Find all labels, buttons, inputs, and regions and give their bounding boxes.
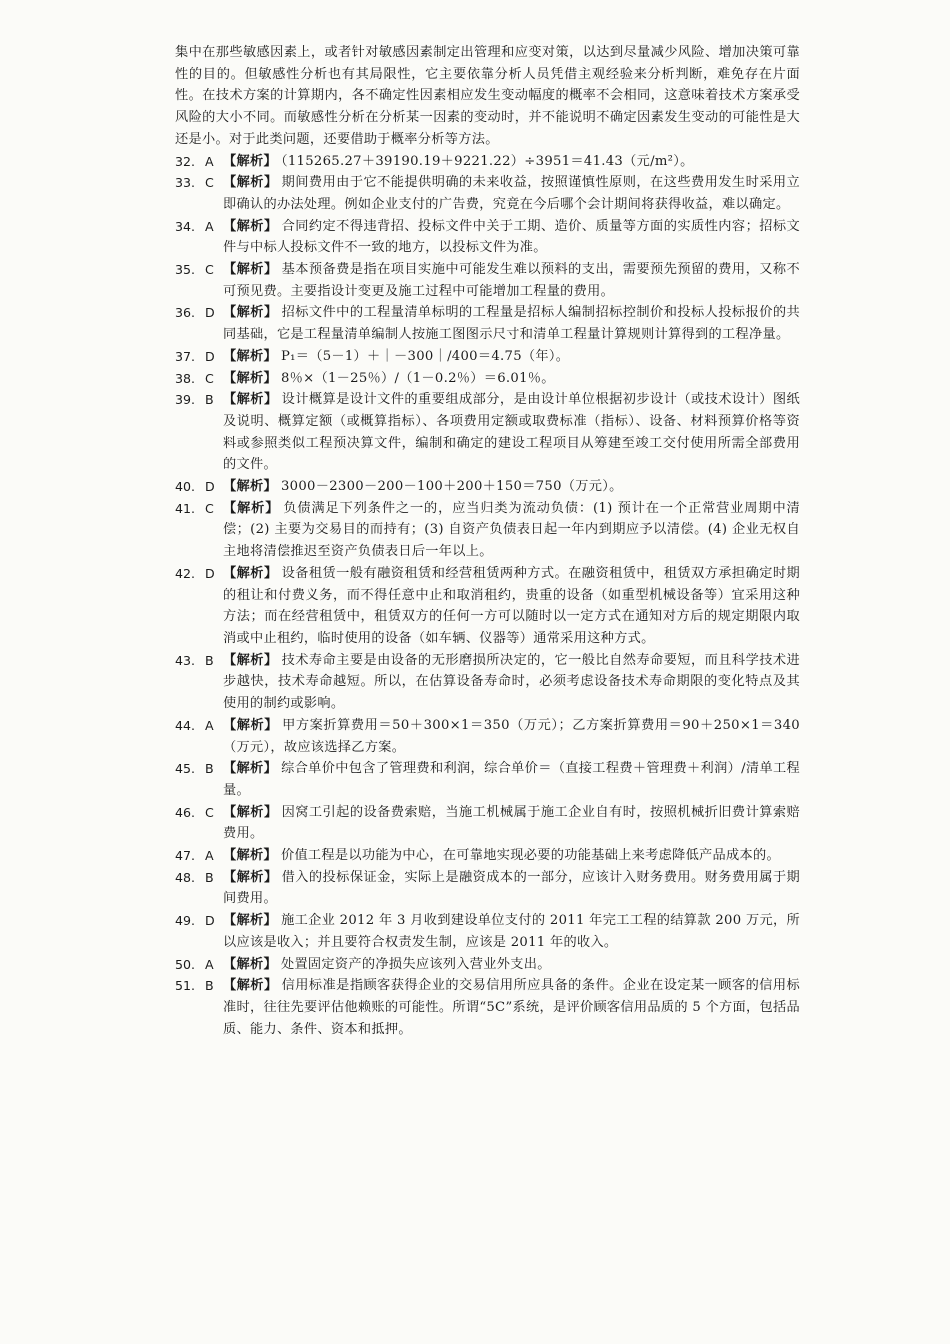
explanation-text: 综合单价中包含了管理费和利润，综合单价＝（直接工程费＋管理费＋利润）/清单工程量。	[223, 761, 801, 798]
analysis-tag: 【解析】	[223, 218, 278, 234]
intro-paragraph: 集中在那些敏感因素上，或者针对敏感因素制定出管理和应变对策，以达到尽量减少风险、增加决策可靠性的目的。但敏感性分析也有其局限性，它主要依靠分析人员凭借主观经验来分析判断，难免存在片面性。在技术方案的计算期内，各不确定性因素相应发生变动幅度的概率不会相同，这意味着技术方案承受风险的大小不同。而敏感性分析在分析某一因素的变动时，并不能说明不确定因素发生变动的可能性是大还是小。对于此类问题，还要借助于概率分析等方法。	[175, 45, 800, 147]
answer-letter: D	[205, 913, 215, 929]
answer-letter: B	[205, 652, 214, 668]
answer-list	[175, 151, 800, 1041]
intro-block	[175, 42, 800, 151]
explanation	[223, 715, 800, 758]
answer-letter: D	[205, 305, 215, 321]
explanation-text: 施工企业 2012 年 3 月收到建设单位支付的 2011 年完工工程的结算款 200 万元，所以应该是收入；并且要符合权责发生制，应该是 2011 年的收入。	[223, 913, 800, 950]
explanation	[223, 802, 800, 845]
answer-item	[175, 975, 800, 1040]
question-number: 43.	[175, 652, 196, 668]
answer-item	[175, 758, 800, 801]
explanation	[223, 910, 800, 953]
answer-letter: B	[205, 761, 214, 777]
answer-item	[175, 368, 800, 390]
question-number: 47.	[175, 848, 196, 864]
answer-letter: A	[205, 848, 214, 864]
analysis-tag: 【解析】	[223, 392, 278, 408]
answer-item	[175, 302, 800, 345]
explanation-text: 合同约定不得违背招、投标文件中关于工期、造价、质量等方面的实质性内容；招标文件与中标人投标文件不一致的地方，以投标文件为准。	[223, 218, 800, 256]
answer-item	[175, 346, 800, 368]
answer-letter: A	[205, 956, 214, 972]
answer-item	[175, 845, 800, 867]
answer-letter: B	[205, 392, 214, 408]
analysis-tag: 【解析】	[223, 479, 277, 495]
answer-item	[175, 172, 800, 215]
answer-letter: C	[205, 500, 214, 516]
answer-item	[175, 563, 800, 650]
analysis-tag: 【解析】	[223, 848, 277, 864]
answer-letter: C	[205, 370, 214, 386]
answer-letter: A	[205, 717, 214, 733]
answer-letter: D	[205, 479, 215, 495]
analysis-tag: 【解析】	[223, 370, 277, 386]
answer-letter: A	[205, 218, 214, 234]
explanation-text: 技术寿命主要是由设备的无形磨损所决定的，它一般比自然寿命要短，而且科学技术进步越快，技术寿命越短。所以，在估算设备寿命时，必须考虑设备技术寿命期限的变化特点及其使用的制约或影响。	[223, 652, 800, 712]
answer-letter: C	[205, 175, 214, 191]
answer-item	[175, 954, 800, 976]
explanation	[223, 389, 800, 476]
question-number: 51.	[175, 978, 196, 994]
answer-letter: D	[205, 348, 215, 364]
question-number: 46.	[175, 804, 196, 820]
analysis-tag: 【解析】	[223, 565, 278, 581]
question-number: 37.	[175, 348, 196, 364]
analysis-tag: 【解析】	[223, 869, 278, 885]
question-number: 41.	[175, 500, 196, 516]
explanation	[223, 302, 800, 345]
explanation	[223, 954, 800, 976]
explanation-text: 8％×（1－25％）/（1－0.2％）＝6.01％。	[280, 370, 555, 386]
answer-letter: D	[205, 565, 215, 581]
explanation-text: 价值工程是以功能为中心，在可靠地实现必要的功能基础上来考虑降低产品成本的。	[280, 848, 780, 864]
analysis-tag: 【解析】	[223, 978, 278, 994]
explanation-text: 负债满足下列条件之一的，应当归类为流动负债：(1) 预计在一个正常营业周期中清偿；(2) 主要为交易目的而持有；(3) 自资产负债表日起一年内到期应予以清偿。(4) 企业无权自主地将清偿推迟至资产负债表日后一年以上。	[223, 500, 801, 560]
explanation	[223, 346, 800, 368]
question-number: 32.	[175, 153, 196, 169]
answer-item	[175, 476, 800, 498]
answer-letter: B	[205, 869, 214, 885]
analysis-tag: 【解析】	[223, 500, 280, 516]
question-number: 42.	[175, 565, 196, 581]
analysis-tag: 【解析】	[223, 348, 277, 364]
answer-item	[175, 715, 800, 758]
explanation	[223, 172, 800, 215]
answer-item	[175, 151, 800, 173]
explanation-text: 期间费用由于它不能提供明确的未来收益，按照谨慎性原则，在这些费用发生时采用立即确认的办法处理。例如企业支付的广告费，究竟在今后哪个会计期间将获得收益，难以确定。	[223, 175, 800, 212]
answer-letter: C	[205, 262, 214, 278]
answer-item	[175, 216, 800, 259]
explanation	[223, 867, 800, 910]
question-number: 35.	[175, 262, 196, 278]
answer-item	[175, 389, 800, 476]
analysis-tag: 【解析】	[223, 153, 277, 169]
answer-letter: C	[205, 804, 214, 820]
explanation-text: 信用标准是指顾客获得企业的交易信用所应具备的条件。企业在设定某一顾客的信用标准时，往往先要评估他赖账的可能性。所谓“5C”系统，是评价顾客信用品质的 5 个方面，包括品质、能力、条件、资本和抵押。	[223, 978, 800, 1037]
explanation	[223, 259, 800, 302]
answer-item	[175, 910, 800, 953]
question-number: 40.	[175, 479, 196, 495]
explanation-text: 处置固定资产的净损失应该列入营业外支出。	[280, 956, 551, 972]
explanation-text: 设计概算是设计文件的重要组成部分，是由设计单位根据初步设计（或技术设计）图纸及说明、概算定额（或概算指标）、各项费用定额或取费标准（指标）、设备、材料预算价格等资料或参照类似工程预决算文件，编制和确定的建设工程项目从筹建至竣工交付使用所需全部费用的文件。	[223, 392, 800, 473]
explanation-text: 设备租赁一般有融资租赁和经营租赁两种方式。在融资租赁中，租赁双方承担确定时期的租让和付费义务，而不得任意中止和取消租约，贵重的设备（如重型机械设备等）宜采用这种方法；而在经营租赁中，租赁双方的任何一方可以随时以一定方式在通知对方后的规定期限内取消或中止租约，临时使用的设备（如车辆、仪器等）通常采用这种方式。	[223, 565, 800, 646]
analysis-tag: 【解析】	[223, 913, 278, 929]
explanation-text: 3000－2300－200－100＋200＋150＝750（万元）。	[280, 479, 623, 495]
explanation	[223, 476, 800, 498]
analysis-tag: 【解析】	[223, 956, 277, 972]
explanation-text: 因窝工引起的设备费索赔，当施工机械属于施工企业自有时，按照机械折旧费计算索赔费用。	[223, 804, 800, 842]
explanation-text: 招标文件中的工程量清单标明的工程量是招标人编制招标控制价和投标人投标报价的共同基础，它是工程量清单编制人按施工图图示尺寸和清单工程量计算规则计算得到的工程净量。	[223, 305, 800, 343]
explanation	[223, 151, 800, 173]
explanation-text: 借入的投标保证金，实际上是融资成本的一部分，应该计入财务费用。财务费用属于期间费用。	[223, 869, 800, 907]
question-number: 33.	[175, 175, 196, 191]
analysis-tag: 【解析】	[223, 804, 278, 820]
explanation	[223, 758, 800, 801]
answer-letter: A	[205, 153, 214, 169]
answer-item	[175, 650, 800, 715]
explanation	[223, 975, 800, 1040]
question-number: 36.	[175, 305, 196, 321]
analysis-tag: 【解析】	[223, 761, 278, 777]
answer-item	[175, 259, 800, 302]
explanation	[223, 216, 800, 259]
answer-item	[175, 867, 800, 910]
analysis-tag: 【解析】	[223, 175, 278, 191]
analysis-tag: 【解析】	[223, 262, 278, 278]
explanation	[223, 498, 800, 563]
answer-item	[175, 802, 800, 845]
analysis-tag: 【解析】	[223, 717, 279, 733]
question-number: 49.	[175, 913, 196, 929]
question-number: 45.	[175, 761, 196, 777]
explanation-text: 甲方案折算费用＝50＋300×1＝350（万元）；乙方案折算费用＝90＋250×1＝340（万元），故应该选择乙方案。	[223, 717, 801, 755]
question-number: 39.	[175, 392, 196, 408]
explanation	[223, 368, 800, 390]
question-number: 50.	[175, 956, 196, 972]
explanation	[223, 563, 800, 650]
question-number: 34.	[175, 218, 196, 234]
question-number: 48.	[175, 869, 196, 885]
answer-letter: B	[205, 978, 214, 994]
explanation	[223, 650, 800, 715]
analysis-tag: 【解析】	[223, 652, 278, 668]
explanation-text: P₁＝（5－1）＋｜－300｜/400＝4.75（年）。	[280, 348, 570, 364]
answer-item	[175, 498, 800, 563]
explanation	[223, 845, 800, 867]
analysis-tag: 【解析】	[223, 305, 278, 321]
question-number: 38.	[175, 370, 196, 386]
explanation-text: 基本预备费是指在项目实施中可能发生难以预料的支出，需要预先预留的费用，又称不可预见费。主要指设计变更及施工过程中可能增加工程量的费用。	[223, 262, 800, 299]
explanation-text: （115265.27＋39190.19＋9221.22）÷3951＝41.43（元/m²）。	[280, 153, 694, 169]
question-number: 44.	[175, 717, 196, 733]
